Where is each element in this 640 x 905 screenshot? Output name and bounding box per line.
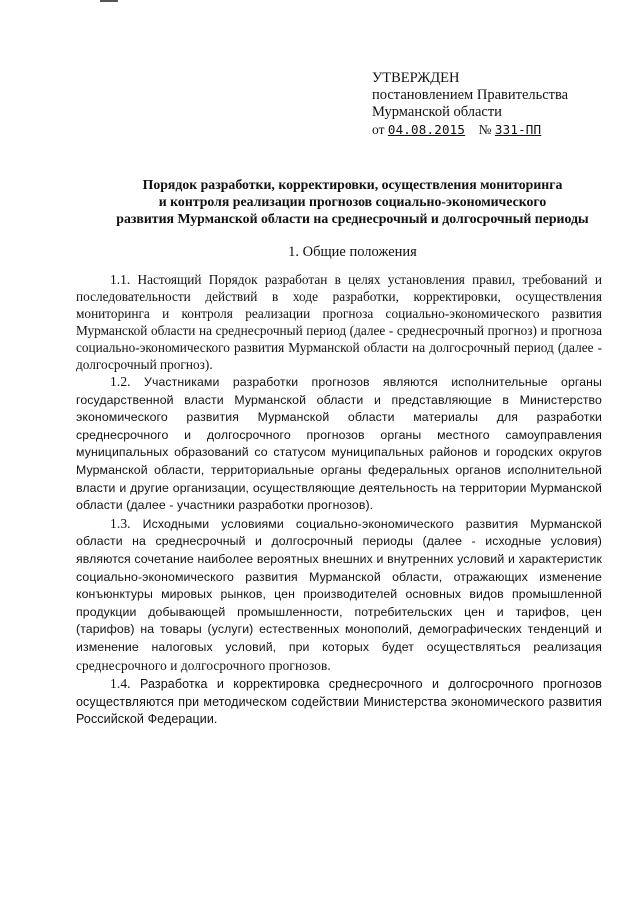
approval-number: 331-ПП [494, 122, 542, 137]
paragraph-number: 1.4. [110, 676, 131, 692]
paragraph-1-4 [76, 675, 602, 729]
paragraph-1-3 [76, 515, 602, 675]
paragraph-number: 1.1. [110, 272, 131, 287]
paragraph-text: Разработка и корректировка среднесрочного и долгосрочного прогнозов осуществляются при методическом содействии Министерства экономического развития Российской Федерации. [76, 677, 602, 727]
paragraph-text-end: среднесрочного и долгосрочного прогнозов. [76, 657, 331, 673]
paragraph-number: 1.3. [110, 515, 131, 531]
paragraph-number: 1.2. [110, 374, 131, 389]
approval-from-prefix: от [372, 122, 385, 137]
paragraph-1-2 [76, 373, 602, 515]
document-title [70, 176, 635, 227]
section-heading: 1. Общие положения [288, 244, 417, 260]
approval-date: 04.08.2015 [387, 122, 466, 137]
title-line-2: и контроля реализации прогнозов социально-экономического [158, 194, 547, 209]
paragraph-text: Настоящий Порядок разработан в целях установления правил, требований и последовательности действий в ходе разработки, корректировки, осуществления мониторинга и контроля реализации прогноза социально-экономического развития Мурманской области на среднесрочный период (далее - среднесрочный прогноз) и прогноза социально-экономического развития Мурманской области на долгосрочный период (далее - долгосрочный прогноз). [76, 272, 602, 372]
paragraph-1-1 [76, 271, 602, 373]
paragraph-text: Исходными условиями социально-экономического развития Мурманской области на среднесрочный и долгосрочный периоды (далее - исходные условия) являются сочетание наиболее вероятных внешних и внутренних условий и характеристик социально-экономического развития Мурманской области, отражающих изменение конъюнктуры мировых рынков, цен производителей основных видов промышленной продукции добывающей промышленности, потребительских цен и тарифов, цен (тарифов) на товары (услуги) естественных монополий, демографических тенденций и изменение налоговых условий, при которых будет осуществляться реализация [76, 516, 602, 654]
approval-block [372, 70, 622, 138]
document-body [76, 271, 602, 729]
approval-heading: УТВЕРЖДЕН [372, 70, 460, 86]
approval-number-prefix: № [478, 122, 492, 137]
approval-line-1: постановлением Правительства [372, 87, 569, 103]
title-line-1: Порядок разработки, корректировки, осуществления мониторинга [142, 177, 563, 192]
approval-line-2: Мурманской области [372, 104, 502, 120]
scan-mark [100, 0, 118, 2]
paragraph-text: Участниками разработки прогнозов являются исполнительные органы государственной власти Мурманской области и представляющие в Министерство экономического развития Мурманской области материалы для разработки среднесрочного и долгосрочного прогнозов органы местного самоуправления муниципальных образований со статусом муниципальных районов и городских округов Мурманской области, территориальные органы федеральных органов исполнительной власти и другие организации, осуществляющие деятельность на территории Мурманской области (далее - участники разработки прогнозов). [76, 375, 602, 513]
title-line-3: развития Мурманской области на среднесрочный и долгосрочный периоды [116, 211, 589, 226]
approval-date-line [372, 121, 622, 138]
